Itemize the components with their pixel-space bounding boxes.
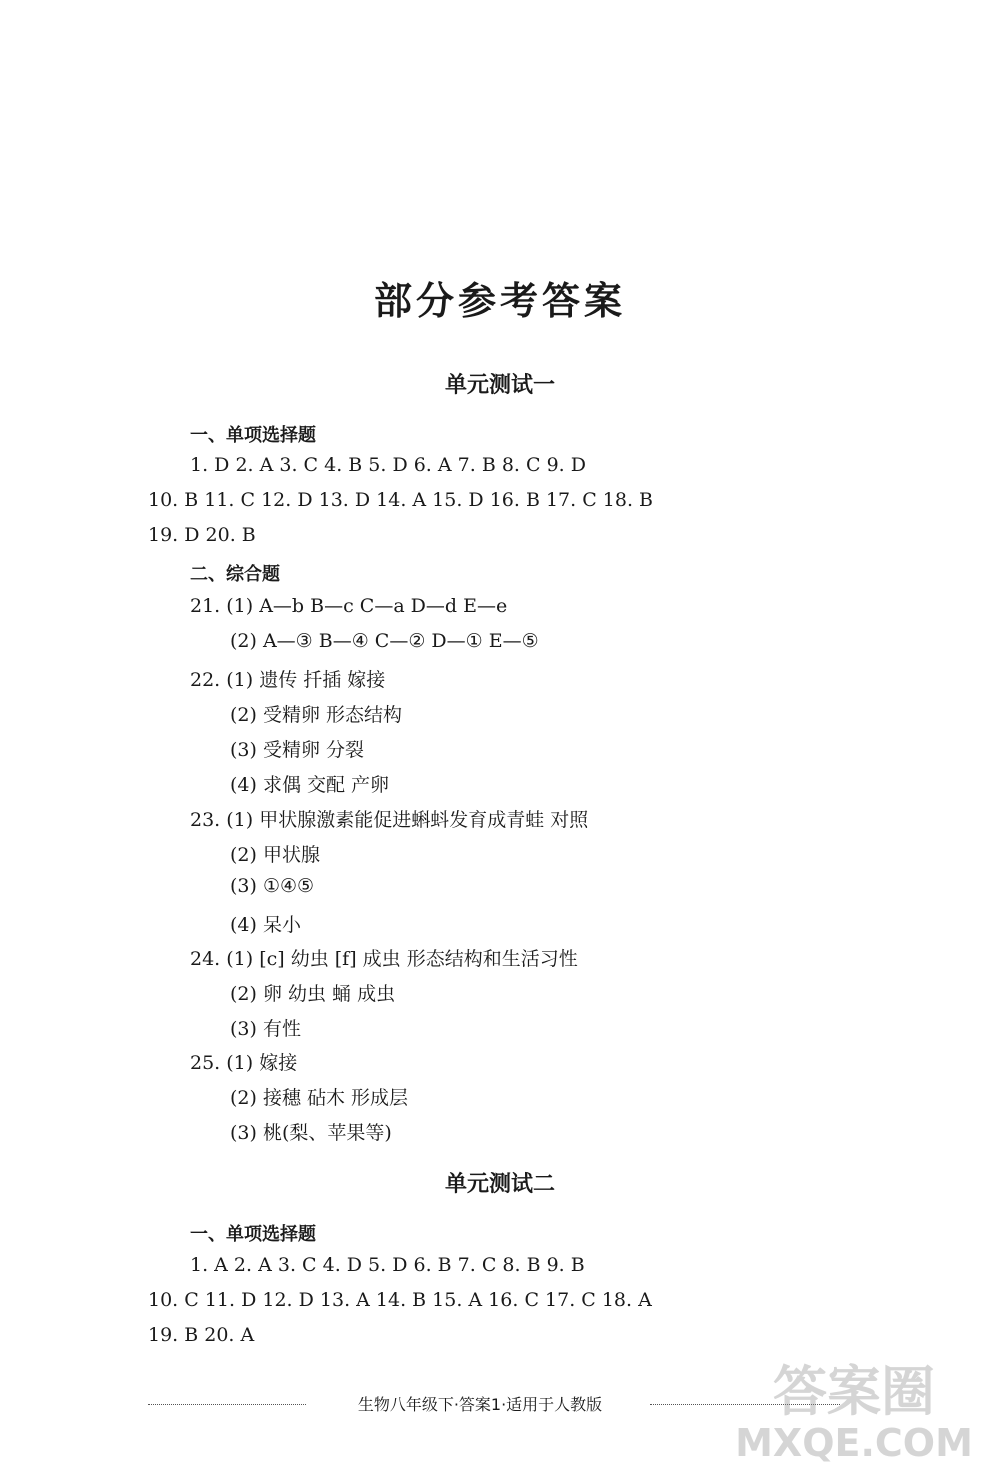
page-title: 部分参考答案 xyxy=(373,279,626,323)
unit1-mc-line-2: 10. B 11. C 12. D 13. D 14. A 15. D 16. B 17. C 18. B xyxy=(148,489,654,511)
unit2-mc-line-2: 10. C 11. D 12. D 13. A 14. B 15. A 16. C 17. C 18. A xyxy=(148,1289,652,1311)
q22-line-1: 22. (1) 遗传 扦插 嫁接 xyxy=(190,669,386,691)
unit1-heading: 单元测试一 xyxy=(444,373,555,398)
q21-line-2: (2) A—③ B—④ C—② D—① E—⑤ xyxy=(230,630,539,652)
unit2-section-mc: 一、单项选择题 xyxy=(190,1224,316,1245)
q22-line-4: (4) 求偶 交配 产卵 xyxy=(230,774,390,796)
q23-line-2: (2) 甲状腺 xyxy=(230,844,320,866)
footer-divider-left xyxy=(148,1404,306,1405)
unit1-section-comprehensive: 二、综合题 xyxy=(190,564,280,585)
unit2-mc-line-1: 1. A 2. A 3. C 4. D 5. D 6. B 7. C 8. B 9. B xyxy=(190,1254,585,1276)
q23-line-1: 23. (1) 甲状腺激素能促进蝌蚪发育成青蛙 对照 xyxy=(190,809,589,831)
watermark-logo xyxy=(714,1348,994,1468)
q25-line-1: 25. (1) 嫁接 xyxy=(190,1052,298,1074)
unit1-mc-line-1: 1. D 2. A 3. C 4. B 5. D 6. A 7. B 8. C 9. D xyxy=(190,454,586,476)
unit2-heading: 单元测试二 xyxy=(444,1172,555,1197)
q24-line-3: (3) 有性 xyxy=(230,1018,301,1040)
q22-line-2: (2) 受精卵 形态结构 xyxy=(230,704,402,726)
q21-line-1: 21. (1) A—b B—c C—a D—d E—e xyxy=(190,595,508,617)
footer-text: 生物八年级下·答案1·适用于人教版 xyxy=(357,1395,603,1414)
q23-line-3: (3) ①④⑤ xyxy=(230,875,315,897)
unit1-mc-line-3: 19. D 20. B xyxy=(148,524,256,546)
watermark-text-2: MXQE.COM xyxy=(735,1421,973,1465)
q25-line-2: (2) 接穗 砧木 形成层 xyxy=(230,1087,409,1109)
q22-line-3: (3) 受精卵 分裂 xyxy=(230,739,364,761)
q24-line-2: (2) 卵 幼虫 蛹 成虫 xyxy=(230,983,396,1005)
q25-line-3: (3) 桃(梨、苹果等) xyxy=(230,1122,392,1144)
q23-line-4: (4) 呆小 xyxy=(230,914,301,936)
unit2-mc-line-3: 19. B 20. A xyxy=(148,1324,255,1346)
watermark-text-1: 答案圈 xyxy=(773,1360,935,1423)
unit1-section-mc: 一、单项选择题 xyxy=(190,425,316,446)
q24-line-1: 24. (1) [c] 幼虫 [f] 成虫 形态结构和生活习性 xyxy=(190,948,578,970)
